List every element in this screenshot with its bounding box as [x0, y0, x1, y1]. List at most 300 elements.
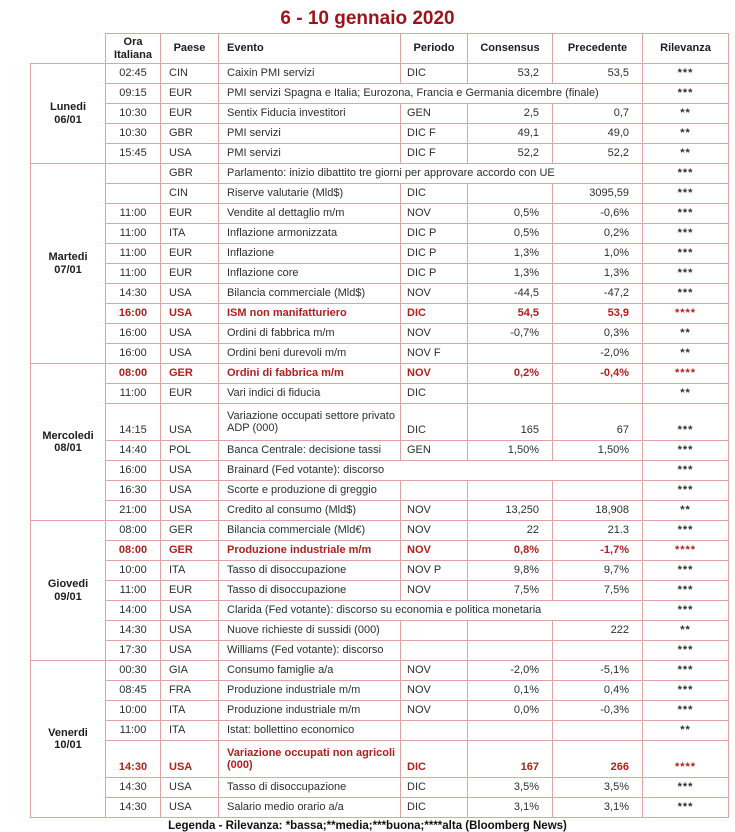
country-cell: USA [161, 404, 219, 441]
relevance-cell: *** [643, 661, 729, 681]
table-row [31, 798, 729, 818]
country-cell: ITA [161, 701, 219, 721]
relevance-cell: ** [643, 721, 729, 741]
previous-cell: 49,0 [553, 124, 643, 144]
previous-cell: 67 [553, 404, 643, 441]
previous-cell: -0,4% [553, 364, 643, 384]
table-row [31, 84, 729, 104]
consensus-cell: 49,1 [468, 124, 553, 144]
previous-cell: 266 [553, 741, 643, 778]
relevance-cell: *** [643, 461, 729, 481]
country-cell: USA [161, 601, 219, 621]
previous-cell: 18,908 [553, 501, 643, 521]
table-row [31, 104, 729, 124]
header-row [31, 34, 729, 64]
consensus-cell: -0,7% [468, 324, 553, 344]
period-cell: DIC F [401, 124, 468, 144]
time-cell: 10:30 [106, 104, 161, 124]
event-cell: Credito al consumo (Mld$) [219, 501, 401, 521]
table-row [31, 264, 729, 284]
relevance-cell: **** [643, 364, 729, 384]
previous-cell: 7,5% [553, 581, 643, 601]
time-cell: 11:00 [106, 384, 161, 404]
event-cell: Caixin PMI servizi [219, 64, 401, 84]
column-header-previous: Precedente [553, 34, 643, 64]
event-cell: Vendite al dettaglio m/m [219, 204, 401, 224]
event-cell: Inflazione armonizzata [219, 224, 401, 244]
table-row [31, 404, 729, 441]
country-cell: GBR [161, 164, 219, 184]
table-row [31, 481, 729, 501]
period-cell [401, 481, 468, 501]
consensus-cell [468, 184, 553, 204]
table-row [31, 541, 729, 561]
table-row [31, 284, 729, 304]
table-row [31, 621, 729, 641]
table-row [31, 324, 729, 344]
time-cell: 08:00 [106, 364, 161, 384]
country-cell: USA [161, 344, 219, 364]
relevance-cell: ** [643, 501, 729, 521]
day-label: Martedi [48, 251, 88, 263]
country-cell: EUR [161, 84, 219, 104]
table-row [31, 581, 729, 601]
country-cell: USA [161, 741, 219, 778]
time-cell [106, 184, 161, 204]
consensus-cell: 9,8% [468, 561, 553, 581]
table-row [31, 244, 729, 264]
consensus-cell: 0,5% [468, 224, 553, 244]
relevance-cell: *** [643, 481, 729, 501]
consensus-cell: 54,5 [468, 304, 553, 324]
relevance-cell: ** [643, 324, 729, 344]
time-cell: 16:30 [106, 481, 161, 501]
event-cell: PMI servizi [219, 144, 401, 164]
event-cell: Tasso di disoccupazione [219, 778, 401, 798]
day-cell [31, 364, 106, 521]
time-cell: 14:00 [106, 601, 161, 621]
country-cell: GER [161, 541, 219, 561]
table-row [31, 641, 729, 661]
country-cell: POL [161, 441, 219, 461]
time-cell: 14:30 [106, 778, 161, 798]
consensus-cell: 1,50% [468, 441, 553, 461]
relevance-cell: *** [643, 701, 729, 721]
previous-cell: 0,2% [553, 224, 643, 244]
event-cell: Williams (Fed votante): discorso [219, 641, 401, 661]
previous-cell: 1,3% [553, 264, 643, 284]
consensus-cell: 1,3% [468, 244, 553, 264]
relevance-cell: *** [643, 84, 729, 104]
page-title: 6 - 10 gennaio 2020 [280, 8, 455, 29]
relevance-cell: *** [643, 798, 729, 818]
period-cell: DIC [401, 184, 468, 204]
table-row [31, 461, 729, 481]
relevance-cell: *** [643, 164, 729, 184]
country-cell: USA [161, 778, 219, 798]
country-cell: USA [161, 501, 219, 521]
event-cell: Tasso di disoccupazione [219, 561, 401, 581]
relevance-cell: ** [643, 144, 729, 164]
table-row [31, 184, 729, 204]
country-cell: FRA [161, 681, 219, 701]
relevance-cell: *** [643, 184, 729, 204]
consensus-cell: 7,5% [468, 581, 553, 601]
time-cell: 08:00 [106, 521, 161, 541]
previous-cell: -1,7% [553, 541, 643, 561]
period-cell: GEN [401, 104, 468, 124]
relevance-cell: ** [643, 384, 729, 404]
previous-cell: 1,0% [553, 244, 643, 264]
previous-cell: 0,3% [553, 324, 643, 344]
consensus-cell: 0,5% [468, 204, 553, 224]
period-cell: NOV [401, 284, 468, 304]
time-cell: 10:30 [106, 124, 161, 144]
event-cell: Consumo famiglie a/a [219, 661, 401, 681]
country-cell: USA [161, 641, 219, 661]
consensus-cell [468, 641, 553, 661]
consensus-cell [468, 621, 553, 641]
column-header-event: Evento [219, 34, 401, 64]
country-cell: ITA [161, 561, 219, 581]
relevance-cell: *** [643, 641, 729, 661]
period-cell: NOV [401, 324, 468, 344]
consensus-cell: 167 [468, 741, 553, 778]
event-cell: Ordini di fabbrica m/m [219, 364, 401, 384]
time-cell: 21:00 [106, 501, 161, 521]
country-cell: EUR [161, 384, 219, 404]
period-cell: DIC [401, 304, 468, 324]
previous-cell: 53,9 [553, 304, 643, 324]
table-row [31, 164, 729, 184]
event-cell: Produzione industriale m/m [219, 541, 401, 561]
table-row [31, 501, 729, 521]
day-cell [31, 64, 106, 164]
period-cell: DIC [401, 404, 468, 441]
relevance-cell: *** [643, 244, 729, 264]
event-cell: Scorte e produzione di greggio [219, 481, 401, 501]
previous-cell: -2,0% [553, 344, 643, 364]
previous-cell: 3095,59 [553, 184, 643, 204]
consensus-cell: 3,1% [468, 798, 553, 818]
country-cell: USA [161, 798, 219, 818]
column-header-time: Ora Italiana [106, 34, 161, 64]
relevance-cell: *** [643, 441, 729, 461]
table-row [31, 384, 729, 404]
day-cell [31, 521, 106, 661]
previous-cell: 52,2 [553, 144, 643, 164]
time-cell: 14:30 [106, 284, 161, 304]
previous-cell: 53,5 [553, 64, 643, 84]
table-row [31, 441, 729, 461]
time-cell: 02:45 [106, 64, 161, 84]
country-cell: USA [161, 481, 219, 501]
previous-cell [553, 721, 643, 741]
previous-cell: 222 [553, 621, 643, 641]
table-row [31, 64, 729, 84]
consensus-cell: 0,0% [468, 701, 553, 721]
time-cell: 14:30 [106, 798, 161, 818]
table-row [31, 304, 729, 324]
relevance-cell: *** [643, 778, 729, 798]
day-cell [31, 164, 106, 364]
event-cell: Vari indici di fiducia [219, 384, 401, 404]
country-cell: GER [161, 364, 219, 384]
table-row [31, 344, 729, 364]
time-cell: 16:00 [106, 461, 161, 481]
table-row [31, 681, 729, 701]
legend: Legenda - Rilevanza: *bassa;**media;***buona;****alta (Bloomberg News) [168, 820, 567, 832]
country-cell: USA [161, 324, 219, 344]
day-date: 07/01 [54, 263, 82, 276]
event-cell: Banca Centrale: decisione tassi [219, 441, 401, 461]
time-cell: 14:30 [106, 741, 161, 778]
relevance-cell: *** [643, 284, 729, 304]
event-cell: Sentix Fiducia investitori [219, 104, 401, 124]
country-cell: EUR [161, 204, 219, 224]
table-row [31, 561, 729, 581]
consensus-cell: 53,2 [468, 64, 553, 84]
column-header-relevance: Rilevanza [643, 34, 729, 64]
period-cell: DIC P [401, 224, 468, 244]
relevance-cell: *** [643, 581, 729, 601]
previous-cell: 1,50% [553, 441, 643, 461]
day-label: Giovedi [47, 578, 89, 590]
previous-cell [553, 481, 643, 501]
relevance-cell: ** [643, 124, 729, 144]
event-cell: Tasso di disoccupazione [219, 581, 401, 601]
previous-cell: 0,4% [553, 681, 643, 701]
consensus-cell: 3,5% [468, 778, 553, 798]
table-row [31, 721, 729, 741]
time-cell: 09:15 [106, 84, 161, 104]
period-cell: NOV [401, 701, 468, 721]
table-row [31, 701, 729, 721]
table-row [31, 778, 729, 798]
consensus-cell: 22 [468, 521, 553, 541]
previous-cell: -0,6% [553, 204, 643, 224]
consensus-cell: 1,3% [468, 264, 553, 284]
table-row [31, 741, 729, 778]
previous-cell: 3,1% [553, 798, 643, 818]
country-cell: GER [161, 521, 219, 541]
table-row [31, 364, 729, 384]
time-cell: 14:30 [106, 621, 161, 641]
table-row [31, 661, 729, 681]
day-cell [31, 661, 106, 818]
time-cell: 11:00 [106, 721, 161, 741]
country-cell: EUR [161, 264, 219, 284]
calendar-table [30, 33, 729, 818]
calendar-body [31, 64, 729, 818]
table-row [31, 124, 729, 144]
relevance-cell: *** [643, 404, 729, 441]
consensus-cell: -44,5 [468, 284, 553, 304]
relevance-cell: *** [643, 264, 729, 284]
event-cell: Ordini di fabbrica m/m [219, 324, 401, 344]
event-cell: Nuove richieste di sussidi (000) [219, 621, 401, 641]
country-cell: USA [161, 284, 219, 304]
period-cell: NOV P [401, 561, 468, 581]
previous-cell: -5,1% [553, 661, 643, 681]
table-row [31, 521, 729, 541]
event-cell: Ordini beni durevoli m/m [219, 344, 401, 364]
period-cell: NOV [401, 681, 468, 701]
time-cell: 14:40 [106, 441, 161, 461]
period-cell: NOV [401, 364, 468, 384]
period-cell: NOV [401, 204, 468, 224]
event-cell: Variazione occupati non agricoli (000) [219, 741, 401, 778]
country-cell: ITA [161, 224, 219, 244]
event-cell: Parlamento: inizio dibattito tre giorni per approvare accordo con UE [219, 164, 643, 184]
event-cell: Clarida (Fed votante): discorso su economia e politica monetaria [219, 601, 643, 621]
event-cell: PMI servizi [219, 124, 401, 144]
event-cell: Variazione occupati settore privato ADP (000) [219, 404, 401, 441]
period-cell [401, 621, 468, 641]
time-cell: 08:45 [106, 681, 161, 701]
table-row [31, 144, 729, 164]
period-cell: NOV [401, 581, 468, 601]
previous-cell [553, 641, 643, 661]
previous-cell: -47,2 [553, 284, 643, 304]
relevance-cell: *** [643, 64, 729, 84]
period-cell [401, 721, 468, 741]
country-cell: EUR [161, 244, 219, 264]
relevance-cell: **** [643, 741, 729, 778]
consensus-cell [468, 384, 553, 404]
country-cell: CIN [161, 184, 219, 204]
country-cell: USA [161, 144, 219, 164]
time-cell: 15:45 [106, 144, 161, 164]
event-cell: Produzione industriale m/m [219, 681, 401, 701]
time-cell: 11:00 [106, 224, 161, 244]
country-cell: ITA [161, 721, 219, 741]
period-cell: DIC P [401, 264, 468, 284]
period-cell: DIC [401, 64, 468, 84]
time-cell [106, 164, 161, 184]
event-cell: Produzione industriale m/m [219, 701, 401, 721]
relevance-cell: ** [643, 621, 729, 641]
consensus-cell: 165 [468, 404, 553, 441]
country-cell: USA [161, 304, 219, 324]
time-cell: 11:00 [106, 204, 161, 224]
time-cell: 10:00 [106, 561, 161, 581]
event-cell: Inflazione core [219, 264, 401, 284]
relevance-cell: **** [643, 541, 729, 561]
consensus-cell: 13,250 [468, 501, 553, 521]
country-cell: USA [161, 461, 219, 481]
period-cell: DIC [401, 384, 468, 404]
previous-cell: 3,5% [553, 778, 643, 798]
period-cell: NOV [401, 541, 468, 561]
time-cell: 16:00 [106, 344, 161, 364]
event-cell: Istat: bollettino economico [219, 721, 401, 741]
time-cell: 16:00 [106, 304, 161, 324]
relevance-cell: *** [643, 204, 729, 224]
day-date: 06/01 [54, 113, 82, 126]
column-header-consensus: Consensus [468, 34, 553, 64]
country-cell: EUR [161, 104, 219, 124]
event-cell: Bilancia commerciale (Mld€) [219, 521, 401, 541]
previous-cell [553, 384, 643, 404]
consensus-cell [468, 481, 553, 501]
event-cell: Riserve valutarie (Mld$) [219, 184, 401, 204]
country-cell: EUR [161, 581, 219, 601]
period-cell: NOV [401, 521, 468, 541]
day-date: 09/01 [54, 590, 82, 603]
time-cell: 11:00 [106, 264, 161, 284]
period-cell: DIC [401, 798, 468, 818]
relevance-cell: *** [643, 224, 729, 244]
period-cell: NOV F [401, 344, 468, 364]
period-cell: GEN [401, 441, 468, 461]
country-cell: CIN [161, 64, 219, 84]
country-cell: GBR [161, 124, 219, 144]
relevance-cell: *** [643, 561, 729, 581]
relevance-cell: ** [643, 344, 729, 364]
country-cell: USA [161, 621, 219, 641]
consensus-cell: 0,1% [468, 681, 553, 701]
relevance-cell: *** [643, 601, 729, 621]
table-row [31, 601, 729, 621]
column-header-period: Periodo [401, 34, 468, 64]
header-blank-cell [31, 34, 106, 64]
table-row [31, 224, 729, 244]
consensus-cell: 52,2 [468, 144, 553, 164]
time-cell: 08:00 [106, 541, 161, 561]
column-header-country: Paese [161, 34, 219, 64]
consensus-cell: 0,2% [468, 364, 553, 384]
relevance-cell: *** [643, 521, 729, 541]
period-cell: NOV [401, 501, 468, 521]
time-cell: 16:00 [106, 324, 161, 344]
time-cell: 17:30 [106, 641, 161, 661]
event-cell: Inflazione [219, 244, 401, 264]
previous-cell: 21.3 [553, 521, 643, 541]
period-cell [401, 641, 468, 661]
day-date: 10/01 [54, 739, 82, 751]
day-label: Venerdi [48, 726, 88, 739]
table-row [31, 204, 729, 224]
time-cell: 00:30 [106, 661, 161, 681]
period-cell: DIC [401, 778, 468, 798]
previous-cell: 9,7% [553, 561, 643, 581]
day-date: 08/01 [54, 442, 82, 454]
period-cell: DIC P [401, 244, 468, 264]
time-cell: 14:15 [106, 404, 161, 441]
event-cell: PMI servizi Spagna e Italia; Eurozona, Francia e Germania dicembre (finale) [219, 84, 643, 104]
country-cell: GIA [161, 661, 219, 681]
previous-cell: -0,3% [553, 701, 643, 721]
event-cell: Bilancia commerciale (Mld$) [219, 284, 401, 304]
relevance-cell: **** [643, 304, 729, 324]
day-label: Lunedi [49, 101, 87, 113]
event-cell: Brainard (Fed votante): discorso [219, 461, 643, 481]
consensus-cell: -2,0% [468, 661, 553, 681]
event-cell: ISM non manifatturiero [219, 304, 401, 324]
period-cell: NOV [401, 661, 468, 681]
consensus-cell [468, 344, 553, 364]
event-cell: Salario medio orario a/a [219, 798, 401, 818]
previous-cell: 0,7 [553, 104, 643, 124]
period-cell: DIC F [401, 144, 468, 164]
consensus-cell: 2,5 [468, 104, 553, 124]
time-cell: 11:00 [106, 581, 161, 601]
day-label: Mercoledi [42, 429, 94, 442]
consensus-cell: 0,8% [468, 541, 553, 561]
relevance-cell: ** [643, 104, 729, 124]
period-cell: DIC [401, 741, 468, 778]
